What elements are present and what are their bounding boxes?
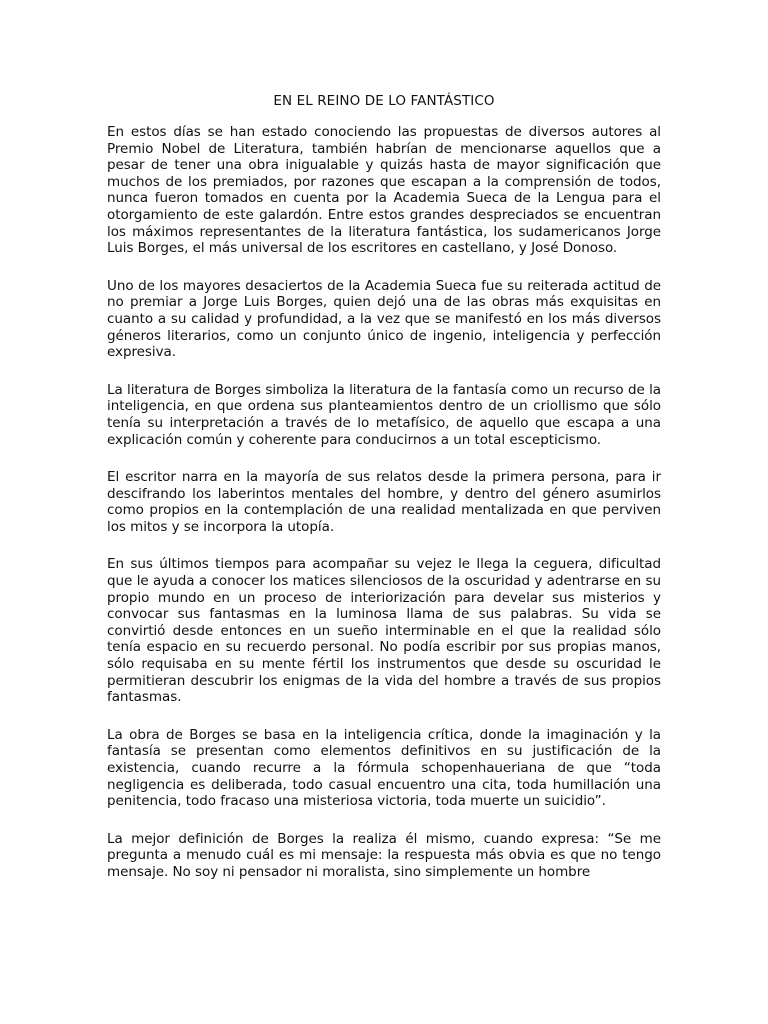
paragraph-6: La obra de Borges se basa en la inteligencia crítica, donde la imaginación y la fantasía se presentan como elementos definitivos en su justificación de la existencia, cuando recurre a la fórmula schopenhaueriana de que “toda negligencia es deliberada, todo casual encuentro una cita, toda humillación una penitencia, todo fracaso una misteriosa victoria, toda muerte un suicidio”. [107, 726, 661, 810]
paragraph-2: Uno de los mayores desaciertos de la Academia Sueca fue su reiterada actitud de no premiar a Jorge Luis Borges, quien dejó una de las obras más exquisitas en cuanto a su calidad y profundidad, a la vez que se manifestó en los más diversos géneros literarios, como un conjunto único de ingenio, inteligencia y perfección expresiva. [107, 277, 661, 361]
paragraph-3: La literatura de Borges simboliza la literatura de la fantasía como un recurso de la inteligencia, en que ordena sus planteamientos dentro de un criollismo que sólo tenía su interpretación a través de lo metafísico, de aquello que escapa a una explicación común y coherente para conducirnos a un total escepticismo. [107, 381, 661, 448]
paragraph-1: En estos días se han estado conociendo las propuestas de diversos autores al Premio Nobel de Literatura, también habrían de mencionarse aquellos que a pesar de tener una obra inigualable y quizás hasta de mayor significación que muchos de los premiados, por razones que escapan a la comprensión de todos, nunca fueron tomados en cuenta por la Academia Sueca de la Lengua para el otorgamiento de este galardón. Entre estos grandes despreciados se encuentran los máximos representantes de la literatura fantástica, los sudamericanos Jorge Luis Borges, el más universal de los escritores en castellano, y José Donoso. [107, 124, 661, 257]
document-page [107, 92, 661, 881]
paragraph-7: La mejor definición de Borges la realiza él mismo, cuando expresa: “Se me pregunta a menudo cuál es mi mensaje: la respuesta más obvia es que no tengo mensaje. No soy ni pensador ni moralista, sino simplemente un hombre [107, 830, 661, 880]
paragraph-4: El escritor narra en la mayoría de sus relatos desde la primera persona, para ir descifrando los laberintos mentales del hombre, y dentro del género asumirlos como propios en la contemplación de una realidad mentalizada en que perviven los mitos y se incorpora la utopía. [107, 469, 661, 535]
document-title: EN EL REINO DE LO FANTÁSTICO [273, 93, 495, 109]
paragraph-5: En sus últimos tiempos para acompañar su vejez le llega la ceguera, dificultad que le ayuda a conocer los matices silenciosos de la oscuridad y adentrarse en su propio mundo en un proceso de interiorización para develar sus misterios y convocar sus fantasmas en la luminosa llama de sus palabras. Su vida se convirtió desde entonces en un sueño interminable en el que la realidad sólo tenía espacio en su recuerdo personal. No podía escribir por sus propias manos, sólo requisaba en su mente fértil los instrumentos que desde su oscuridad le permitieran descubrir los enigmas de la vida del hombre a través de sus propios fantasmas. [107, 556, 661, 706]
